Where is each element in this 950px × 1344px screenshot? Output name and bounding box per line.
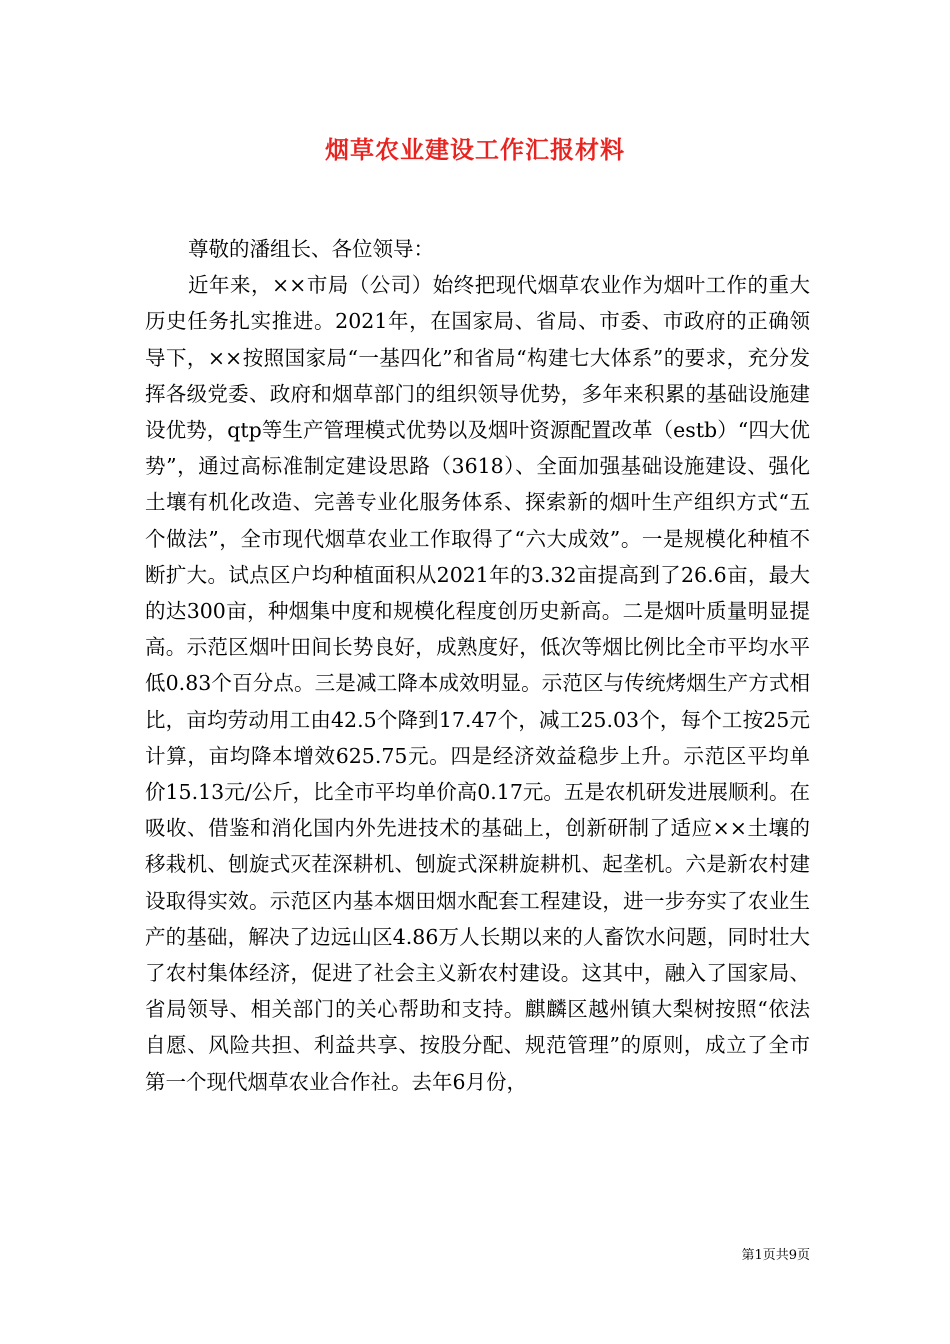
page-number: 第1页共9页 bbox=[741, 1248, 810, 1263]
document-title: 烟草农业建设工作汇报材料 bbox=[325, 135, 625, 164]
salutation: 尊敬的潘组长、各位领导： bbox=[188, 237, 435, 261]
document-body bbox=[145, 231, 810, 1100]
body-paragraph: 近年来，××市局（公司）始终把现代烟草农业作为烟叶工作的重大历史任务扎实推进。2021年，在国家局、省局、市委、市政府的正确领导下，××按照国家局“一基四化”和省局“构建七大体系”的要求，充分发挥各级党委、政府和烟草部门的组织领导优势，多年来积累的基础设施建设优势，qtp等生产管理模式优势以及烟叶资源配置改革（estb）“四大优势”，通过高标准制定建设思路（3618）、全面加强基础设施建设、强化土壤有机化改造、完善专业化服务体系、探索新的烟叶生产组织方式“五个做法”，全市现代烟草农业工作取得了“六大成效”。一是规模化种植不断扩大。试点区户均种植面积从2021年的3.32亩提高到了26.6亩，最大的达300亩，种烟集中度和规模化程度创历史新高。二是烟叶质量明显提高。示范区烟叶田间长势良好，成熟度好，低次等烟比例比全市平均水平低0.83个百分点。三是减工降本成效明显。示范区与传统烤烟生产方式相比，亩均劳动用工由42.5个降到17.47个，减工25.03个，每个工按25元计算，亩均降本增效625.75元。四是经济效益稳步上升。示范区平均单价15.13元/公斤，比全市平均单价高0.17元。五是农机研发进展顺利。在吸收、借鉴和消化国内外先进技术的基础上，创新研制了适应××土壤的移栽机、刨旋式灭茬深耕机、刨旋式深耕旋耕机、起垄机。六是新农村建设取得实效。示范区内基本烟田烟水配套工程建设，进一步夯实了农业生产的基础，解决了边远山区4.86万人长期以来的人畜饮水问题，同时壮大了农村集体经济，促进了社会主义新农村建设。这其中，融入了国家局、省局领导、相关部门的关心帮助和支持。麒麟区越州镇大梨树按照“依法自愿、风险共担、利益共享、按股分配、规范管理”的原则，成立了全市第一个现代烟草农业合作社。去年6月份， bbox=[145, 273, 810, 1094]
